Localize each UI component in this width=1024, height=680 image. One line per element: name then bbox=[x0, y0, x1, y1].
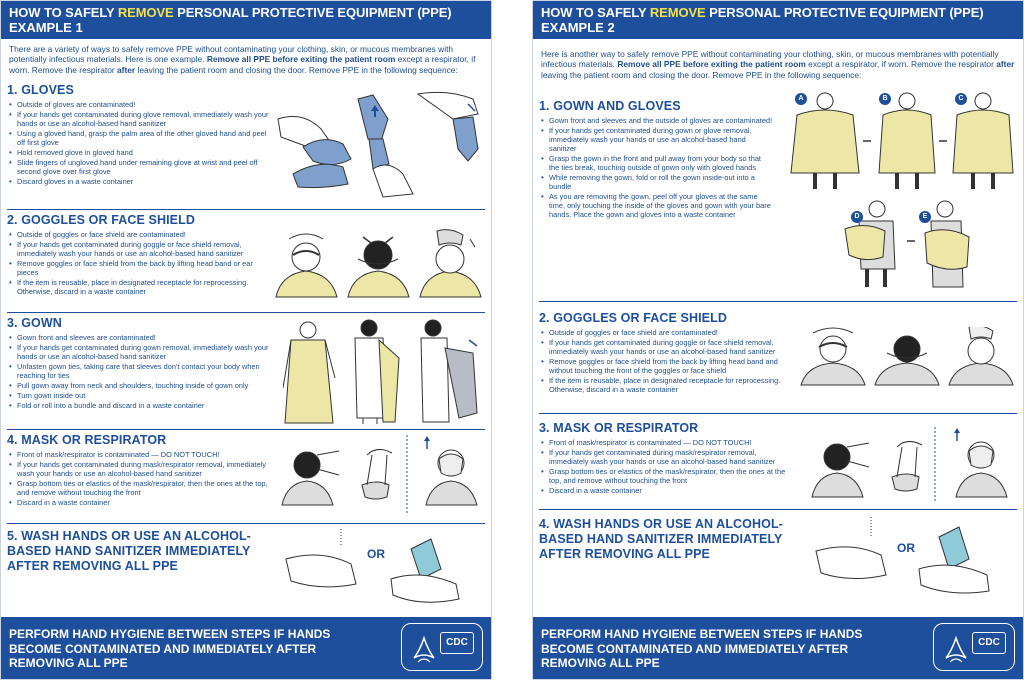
step-badge-d: D bbox=[851, 211, 863, 223]
mask-removal-illustration bbox=[807, 427, 1019, 503]
step-badge-c: C bbox=[955, 93, 967, 105]
footer-message: PERFORM HAND HYGIENE BETWEEN STEPS IF HANDS BECOME CONTAMINATED AND IMMEDIATELY AFTER REMOVING ALL PPE bbox=[541, 627, 863, 670]
bullet: • Turn gown inside out bbox=[9, 391, 275, 400]
section-mask bbox=[533, 421, 1024, 496]
bullet: • Grasp the gown in the front and pull away from your body so that the ties break, touching outside of gown only with gloved hands bbox=[541, 154, 773, 172]
hhs-eagle-icon bbox=[942, 630, 970, 666]
section-gown bbox=[1, 316, 492, 411]
bullet: • If your hands get contaminated during glove removal, immediately wash your hands or use an alcohol-based hand sanitizer bbox=[9, 110, 271, 128]
section-divider bbox=[7, 523, 485, 524]
glove-removal-illustration bbox=[273, 89, 485, 201]
bullet: • Discard gloves in a waste container bbox=[9, 177, 271, 186]
section-heading: 3. MASK OR RESPIRATOR bbox=[539, 421, 699, 435]
section-heading: 4. WASH HANDS OR USE AN ALCOHOL-BASED HAND SANITIZER IMMEDIATELY AFTER REMOVING ALL PPE bbox=[539, 517, 783, 561]
bullet: • Discard in a waste container bbox=[9, 498, 271, 507]
bullet: • Remove goggles or face shield from the back by lifting head band or ear pieces bbox=[9, 259, 271, 277]
section-divider bbox=[7, 312, 485, 313]
bullet: • If the item is reusable, place in designated receptacle for reprocessing. Otherwise, discard in a waste container bbox=[9, 278, 271, 296]
footer-message: PERFORM HAND HYGIENE BETWEEN STEPS IF HANDS BECOME CONTAMINATED AND IMMEDIATELY AFTER REMOVING ALL PPE bbox=[9, 627, 331, 670]
poster-example-label: EXAMPLE 2 bbox=[541, 20, 615, 35]
poster-header bbox=[533, 1, 1023, 39]
section-heading: 1. GOWN AND GLOVES bbox=[539, 99, 681, 113]
poster-intro: There are a variety of ways to safely remove PPE without contaminating your clothing, skin, or mucous membranes with potentially infectious materials. Here is one example. Remove all PPE before exiting the patient room except a respirator, if worn. Remove the respirator after leaving the patient room and closing the door. Remove PPE in the following sequence: bbox=[9, 44, 476, 75]
cdc-logo bbox=[933, 623, 1015, 671]
bullet: • If the item is reusable, place in designated receptacle for reprocessing. Otherwise, discard in a waste container bbox=[541, 376, 797, 394]
step-badge-e: E bbox=[919, 211, 931, 223]
bullet: • Outside of goggles or face shield are contaminated! bbox=[541, 328, 797, 337]
ppe-poster-example-1 bbox=[0, 0, 492, 680]
bullet: • While removing the gown, fold or roll the gown inside-out into a bundle bbox=[541, 173, 773, 191]
bullet: • Fold or roll into a bundle and discard in a waste container bbox=[9, 401, 275, 410]
bullet: • Grasp bottom ties or elastics of the mask/respirator, then the ones at the top, and remove without touching the front bbox=[541, 467, 797, 485]
section-gloves bbox=[1, 83, 492, 187]
poster-header bbox=[1, 1, 491, 39]
poster-title: HOW TO SAFELY REMOVE PERSONAL PROTECTIVE EQUIPMENT (PPE) bbox=[541, 5, 984, 20]
bullet: • Gown front and sleeves are contaminated! bbox=[9, 333, 275, 342]
bullet: • If your hands get contaminated during gown or glove removal, immediately wash your hands or use an alcohol-based hand sanitizer bbox=[541, 126, 773, 153]
bullet-list bbox=[9, 100, 271, 186]
section-heading: 3. GOWN bbox=[7, 316, 62, 330]
hhs-eagle-icon bbox=[410, 630, 438, 666]
bullet-list bbox=[541, 438, 797, 495]
bullet-list bbox=[541, 116, 773, 219]
section-heading: 2. GOGGLES OR FACE SHIELD bbox=[539, 311, 727, 325]
section-heading: 2. GOGGLES OR FACE SHIELD bbox=[7, 213, 195, 227]
bullet: • Gown front and sleeves and the outside of gloves are contaminated! bbox=[541, 116, 773, 125]
section-gown-and-gloves bbox=[533, 95, 1024, 220]
poster-title: HOW TO SAFELY REMOVE PERSONAL PROTECTIVE EQUIPMENT (PPE) bbox=[9, 5, 452, 20]
hand-washing-illustration bbox=[281, 529, 491, 609]
gown-and-glove-removal-illustration bbox=[789, 91, 1019, 291]
section-divider bbox=[539, 301, 1017, 302]
ppe-poster-example-2 bbox=[532, 0, 1024, 680]
section-heading: 1. GLOVES bbox=[7, 83, 74, 97]
bullet-list bbox=[9, 230, 271, 296]
section-divider bbox=[539, 413, 1017, 414]
cdc-logo-text: CDC bbox=[972, 632, 1006, 654]
section-hand-hygiene bbox=[533, 517, 1024, 565]
bullet: • Front of mask/respirator is contaminated — DO NOT TOUCH! bbox=[541, 438, 797, 447]
step-badge-a: A bbox=[795, 93, 807, 105]
poster-footer bbox=[533, 617, 1024, 679]
section-goggles bbox=[1, 213, 492, 297]
step-badge-b: B bbox=[879, 93, 891, 105]
hand-washing-illustration bbox=[811, 517, 1021, 601]
bullet: • Pull gown away from neck and shoulders, touching inside of gown only bbox=[9, 381, 275, 390]
poster-example-label: EXAMPLE 1 bbox=[9, 20, 83, 35]
bullet: • Outside of goggles or face shield are contaminated! bbox=[9, 230, 271, 239]
bullet: • Grasp bottom ties or elastics of the mask/respirator, then the ones at the top, and remove without touching the front bbox=[9, 479, 271, 497]
cdc-logo bbox=[401, 623, 483, 671]
gown-removal-illustration bbox=[283, 318, 487, 424]
or-label: OR bbox=[897, 541, 915, 555]
section-divider bbox=[7, 429, 485, 430]
bullet: • Outside of gloves are contaminated! bbox=[9, 100, 271, 109]
mask-removal-illustration bbox=[277, 435, 487, 517]
bullet: • If your hands get contaminated during goggle or face shield removal, immediately wash your hands or use an alcohol-based hand sanitizer bbox=[541, 338, 797, 356]
section-goggles bbox=[533, 311, 1024, 395]
bullet: • If your hands get contaminated during mask/respirator removal, immediately wash your hands or use an alcohol-based hand sanitizer bbox=[9, 460, 271, 478]
bullet: • Discard in a waste container bbox=[541, 486, 797, 495]
step-badges bbox=[533, 99, 534, 100]
poster-intro: Here is another way to safely remove PPE without contaminating your clothing, skin, or mucous membranes with potentially infectious materials. Remove all PPE before exiting the patient room except a respirator, if worn. Remove the respirator after leaving the patient room and closing the door. Remove PPE in the following sequence: bbox=[541, 49, 1015, 80]
bullet: • If your hands get contaminated during mask/respirator removal, immediately wash your hands or use an alcohol-based hand sanitizer bbox=[541, 448, 797, 466]
bullet: • As you are removing the gown, peel off your gloves at the same time, only touching the inside of the gloves and gown with your bare hands. Place the gown and gloves into a waste container bbox=[541, 192, 773, 219]
section-heading: 4. MASK OR RESPIRATOR bbox=[7, 433, 167, 447]
or-label: OR bbox=[367, 547, 385, 561]
bullet: • If your hands get contaminated during gown removal, immediately wash your hands or use an alcohol-based hand sanitizer bbox=[9, 343, 275, 361]
bullet: • Unfasten gown ties, taking care that sleeves don't contact your body when reaching for ties bbox=[9, 362, 275, 380]
section-heading: 5. WASH HANDS OR USE AN ALCOHOL-BASED HAND SANITIZER IMMEDIATELY AFTER REMOVING ALL PPE bbox=[7, 529, 251, 573]
bullet: • Using a gloved hand, grasp the palm area of the other gloved hand and peel off first glove bbox=[9, 129, 271, 147]
bullet-list bbox=[9, 333, 275, 410]
section-mask bbox=[1, 433, 492, 508]
goggle-removal-illustration bbox=[799, 327, 1019, 387]
bullet: • Remove goggles or face shield from the back by lifting head band and without touching the front of the goggles or face shield bbox=[541, 357, 797, 375]
bullet-list bbox=[9, 450, 271, 507]
section-hand-hygiene bbox=[1, 529, 492, 577]
cdc-logo-text: CDC bbox=[440, 632, 474, 654]
bullet-list bbox=[541, 328, 797, 394]
bullet: • Front of mask/respirator is contaminated — DO NOT TOUCH! bbox=[9, 450, 271, 459]
goggle-removal-illustration bbox=[271, 229, 487, 299]
bullet: • If your hands get contaminated during goggle or face shield removal, immediately wash your hands or use an alcohol-based hand sanitizer bbox=[9, 240, 271, 258]
bullet: • Hold removed glove in gloved hand bbox=[9, 148, 271, 157]
section-divider bbox=[7, 209, 485, 210]
section-divider bbox=[539, 509, 1017, 510]
bullet: • Slide fingers of ungloved hand under remaining glove at wrist and peel off second glove over first glove bbox=[9, 158, 271, 176]
poster-footer bbox=[1, 617, 492, 679]
